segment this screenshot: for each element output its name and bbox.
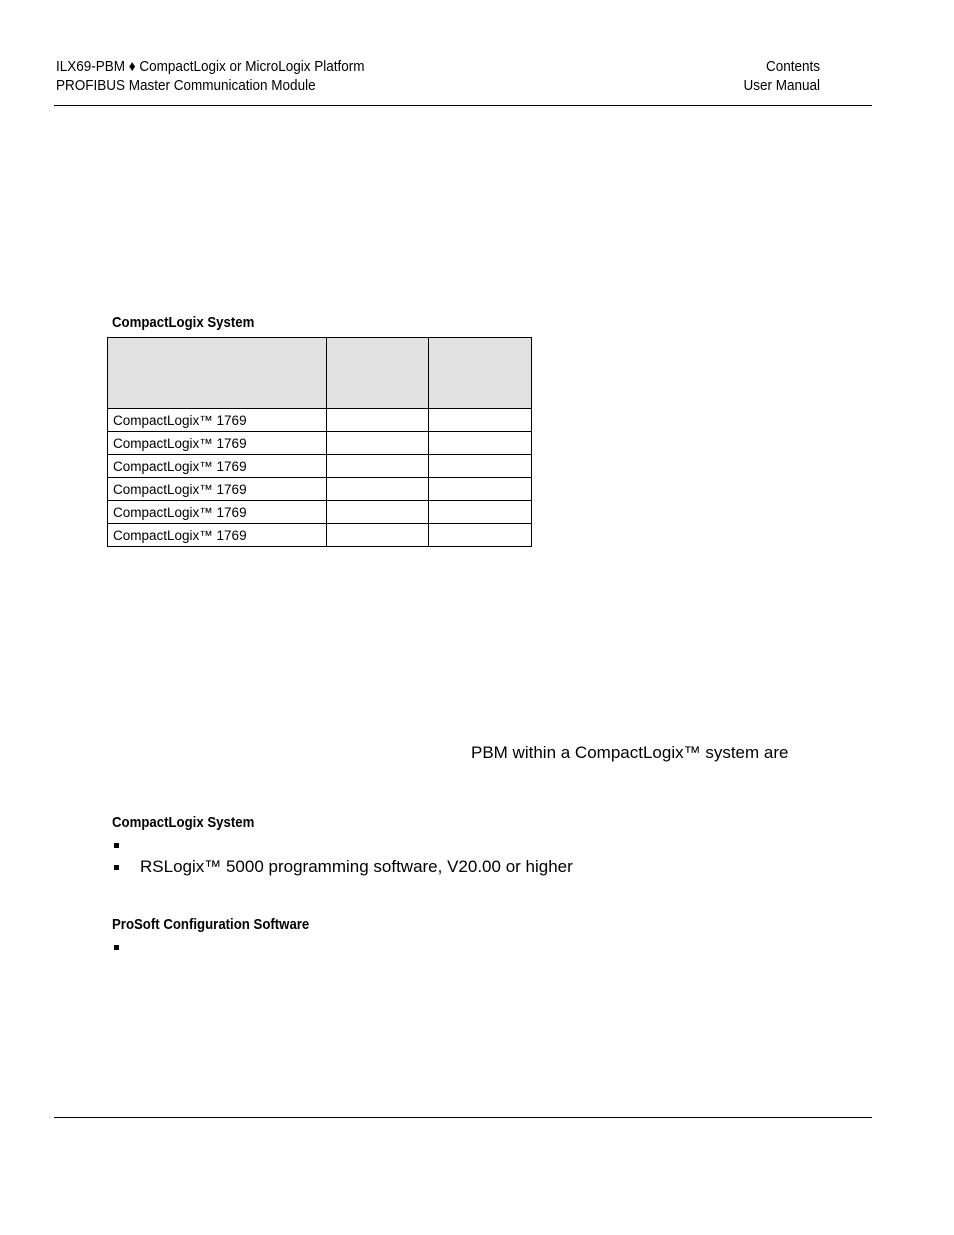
table-header-cell (108, 338, 327, 409)
table-row (108, 501, 532, 524)
footer-rule (54, 1117, 872, 1118)
table-cell (429, 478, 532, 501)
table-cell (327, 501, 429, 524)
section-title-prosoft-configuration-software: ProSoft Configuration Software (112, 916, 310, 933)
table-cell: CompactLogix™ 1769 (108, 409, 327, 432)
section-title-compactlogix-system: CompactLogix System (112, 314, 255, 331)
bullet-square-icon (114, 945, 119, 950)
table-cell (429, 432, 532, 455)
table-cell (429, 455, 532, 478)
table-header-row (108, 338, 532, 409)
table-header-cell (429, 338, 532, 409)
table-row (108, 455, 532, 478)
table-cell (327, 455, 429, 478)
table-row (108, 432, 532, 455)
table-cell (327, 478, 429, 501)
header-doc-type: User Manual (743, 77, 820, 94)
table-cell (429, 501, 532, 524)
list-item (112, 856, 573, 878)
table-cell (429, 524, 532, 547)
header-product-name: PROFIBUS Master Communication Module (56, 77, 316, 94)
table-header-cell (327, 338, 429, 409)
bullet-square-icon (114, 843, 119, 848)
header-rule (54, 105, 872, 106)
table-cell: CompactLogix™ 1769 (108, 501, 327, 524)
partial-body-text: PBM within a CompactLogix™ system are (471, 743, 789, 762)
table-row (108, 478, 532, 501)
table-cell (327, 409, 429, 432)
list-item-text: RSLogix™ 5000 programming software, V20.00 or higher (140, 857, 573, 876)
header-left (56, 57, 365, 95)
compatibility-table (107, 337, 532, 547)
table-cell: CompactLogix™ 1769 (108, 432, 327, 455)
compactlogix-requirements-list (112, 834, 573, 878)
table-cell (429, 409, 532, 432)
section-title-compactlogix-requirements: CompactLogix System (112, 814, 255, 831)
bullet-square-icon (114, 865, 119, 870)
header-section: Contents (765, 58, 820, 75)
list-item (112, 834, 573, 856)
table-cell: CompactLogix™ 1769 (108, 478, 327, 501)
header-right (743, 57, 820, 95)
list-item (112, 936, 140, 958)
header-product-line: ILX69-PBM ♦ CompactLogix or MicroLogix Platform (56, 58, 365, 75)
table-cell (327, 524, 429, 547)
prosoft-requirements-list (112, 936, 140, 958)
table-row (108, 524, 532, 547)
table-cell: CompactLogix™ 1769 (108, 455, 327, 478)
table-row (108, 409, 532, 432)
table-cell: CompactLogix™ 1769 (108, 524, 327, 547)
table-cell (327, 432, 429, 455)
